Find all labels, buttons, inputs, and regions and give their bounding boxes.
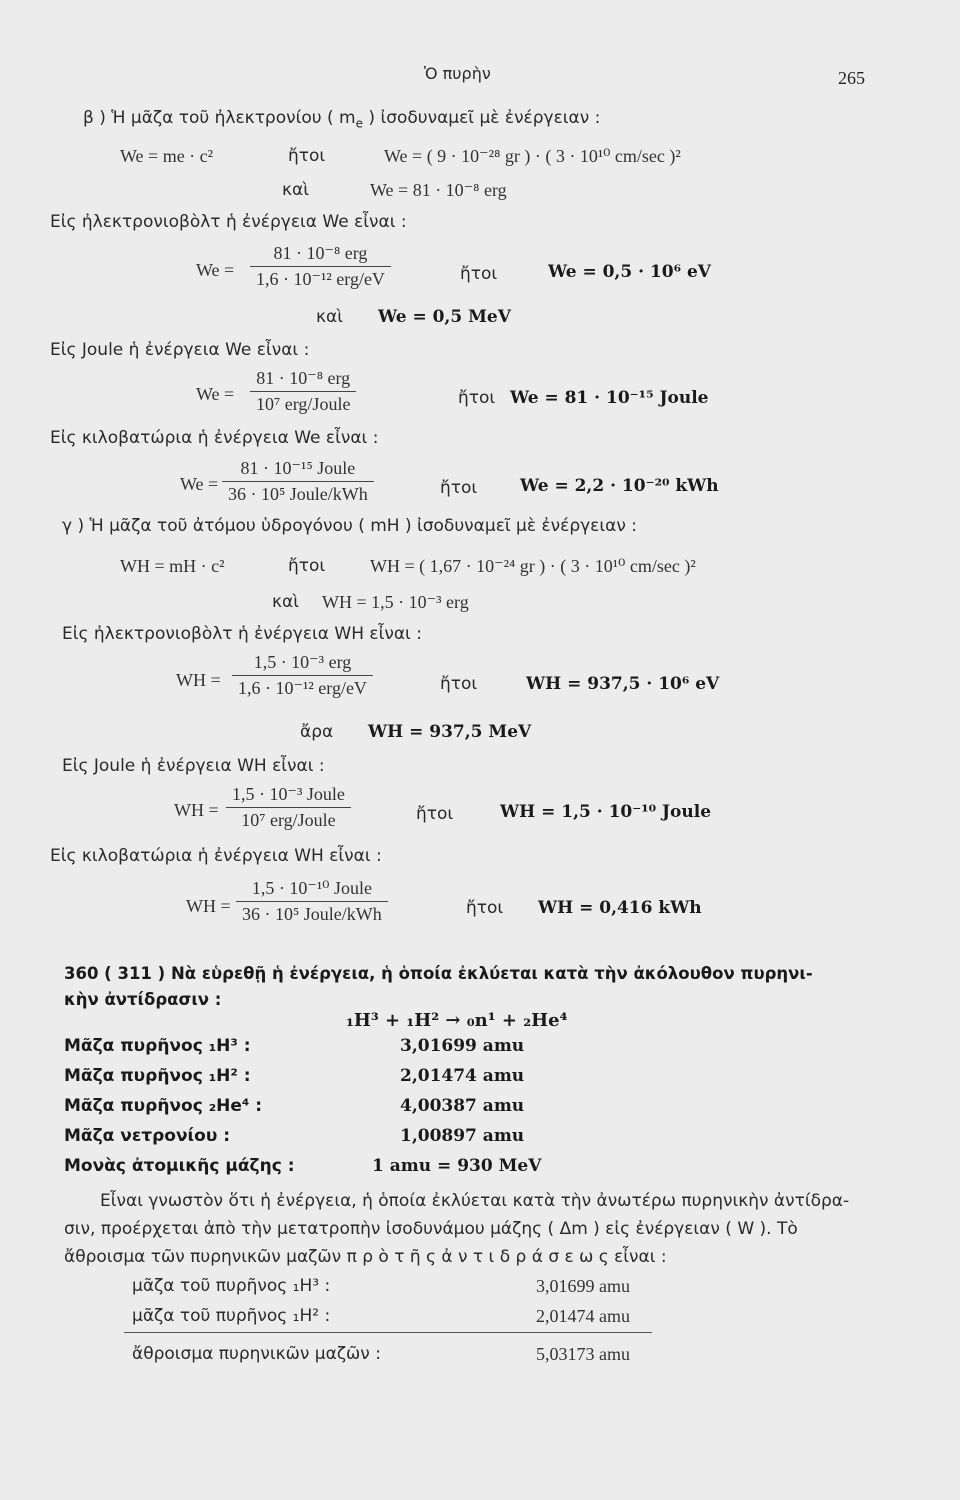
paragraph-line: ἄθροισμα τῶν πυρηνικῶν μαζῶν π ρ ὸ τ ῆ ς ἀ ν τ ι δ ρ ά σ ε ω ς εἶναι : — [64, 1247, 667, 1267]
beta-joule-fraction — [250, 368, 356, 415]
gamma-kwh-label: Εἰς κιλοβατώρια ἡ ἐνέργεια WH εἶναι : — [50, 846, 382, 866]
gamma-joule-lhs: WH = — [174, 800, 219, 820]
fraction-numerator: 1,5 · 10⁻³ erg — [253, 652, 352, 672]
mass-value: 4,00387 amu — [400, 1096, 525, 1116]
beta-eq1-right: We = ( 9 · 10⁻²⁸ gr ) · ( 3 · 10¹⁰ cm/sec )² — [384, 146, 681, 166]
page-number: 265 — [838, 68, 865, 88]
fraction-numerator: 81 · 10⁻⁸ erg — [273, 243, 368, 263]
fraction-numerator: 81 · 10⁻⁸ erg — [256, 368, 351, 388]
beta-eq1-left: We = me · c² — [120, 146, 214, 166]
fraction-numerator: 81 · 10⁻¹⁵ Joule — [240, 458, 356, 478]
mass-label: Μᾶζα πυρῆνος ₂He⁴ : — [64, 1096, 263, 1116]
gamma-intro: γ ) Ἡ μᾶζα τοῦ ἀτόμου ὑδρογόνου ( mH ) ἰσοδυναμεῖ μὲ ἐνέργειαν : — [62, 516, 637, 536]
sum-total-label: ἄθροισμα πυρηνικῶν μαζῶν : — [132, 1344, 381, 1364]
beta-ev-label: Εἰς ἠλεκτρονιοβὸλτ ἡ ἐνέργεια We εἶναι : — [50, 212, 407, 232]
gamma-kwh-lhs: WH = — [186, 896, 231, 916]
sum-row-value: 2,01474 amu — [536, 1306, 630, 1326]
beta-mev-result: We = 0,5 MeV — [378, 307, 511, 327]
gamma-ev-label: Εἰς ἠλεκτρονιοβὸλτ ἡ ἐνέργεια WH εἶναι : — [62, 624, 422, 644]
fraction-denominator: 10⁷ erg/Joule — [256, 394, 351, 414]
beta-intro: β ) Ἡ μᾶζα τοῦ ἠλεκτρονίου ( $m_e$ ) ἰσοδυναμεῖ μὲ ἐνέργειαν : — [83, 108, 601, 131]
gamma-ev-result: WH = 937,5 · 10⁶ eV — [526, 674, 720, 694]
sum-row-label: μᾶζα τοῦ πυρῆνος ₁H² : — [132, 1306, 331, 1326]
kai-word: καὶ — [272, 592, 299, 612]
beta-kwh-fraction — [222, 458, 374, 505]
itoi-word: ἤτοι — [440, 674, 478, 694]
gamma-joule-result: WH = 1,5 · 10⁻¹⁰ Joule — [500, 802, 712, 822]
gamma-joule-label: Εἰς Joule ἡ ἐνέργεια WH εἶναι : — [62, 756, 325, 776]
paragraph-line: σιν, προέρχεται ἀπὸ τὴν μετατροπὴν ἰσοδυνάμου μάζης ( Δm ) εἰς ἐνέργειαν ( W ). Τὸ — [64, 1219, 798, 1239]
sum-row-label: μᾶζα τοῦ πυρῆνος ₁H³ : — [132, 1276, 331, 1296]
gamma-kwh-fraction — [236, 878, 388, 925]
fraction-denominator: 36 · 10⁵ Joule/kWh — [228, 484, 368, 504]
fraction-numerator: 1,5 · 10⁻¹⁰ Joule — [251, 878, 372, 898]
sum-divider — [124, 1332, 652, 1333]
gamma-joule-fraction — [226, 784, 351, 831]
beta-ev-lhs: We = — [196, 260, 235, 280]
fraction-numerator: 1,5 · 10⁻³ Joule — [232, 784, 345, 804]
running-header: Ὁ πυρὴν — [424, 64, 491, 83]
beta-kwh-lhs: We = — [180, 474, 219, 494]
mass-value: 2,01474 amu — [400, 1066, 525, 1086]
beta-kwh-result: We = 2,2 · 10⁻²⁰ kWh — [520, 476, 719, 496]
beta-joule-lhs: We = — [196, 384, 235, 404]
fraction-denominator: 10⁷ erg/Joule — [241, 810, 336, 830]
kai-word: καὶ — [316, 307, 343, 327]
mass-label: Μᾶζα πυρῆνος ₁H² : — [64, 1066, 251, 1086]
itoi-word: ἤτοι — [288, 146, 326, 166]
gamma-eq1-right: WH = ( 1,67 · 10⁻²⁴ gr ) · ( 3 · 10¹⁰ cm/sec )² — [370, 556, 696, 576]
reaction-equation: ₁H³ + ₁H² → ₀n¹ + ₂He⁴ — [346, 1010, 568, 1031]
mass-label: Μᾶζα πυρῆνος ₁H³ : — [64, 1036, 251, 1056]
mass-label: Μᾶζα νετρονίου : — [64, 1126, 231, 1146]
beta-eq2: We = 81 · 10⁻⁸ erg — [370, 180, 507, 200]
gamma-eq1-left: WH = mH · c² — [120, 556, 225, 576]
beta-kwh-label: Εἰς κιλοβατώρια ἡ ἐνέργεια We εἶναι : — [50, 428, 379, 448]
sum-total-value: 5,03173 amu — [536, 1344, 630, 1364]
kai-word: καὶ — [282, 180, 309, 200]
sum-row-value: 3,01699 amu — [536, 1276, 630, 1296]
paragraph-line: Εἶναι γνωστὸν ὅτι ἡ ἐνέργεια, ἡ ὁποία ἐκλύεται κατὰ τὴν ἀνωτέρω πυρηνικὴν ἀντίδρα- — [100, 1191, 850, 1211]
ara-word: ἄρα — [300, 722, 334, 742]
mass-value: 3,01699 amu — [400, 1036, 525, 1056]
itoi-word: ἤτοι — [288, 556, 326, 576]
itoi-word: ἤτοι — [416, 804, 454, 824]
itoi-word: ἤτοι — [466, 898, 504, 918]
gamma-mev-result: WH = 937,5 MeV — [368, 722, 532, 742]
mass-label: Μονὰς ἀτομικῆς μάζης : — [64, 1156, 295, 1176]
gamma-eq2: WH = 1,5 · 10⁻³ erg — [322, 592, 469, 612]
fraction-denominator: 1,6 · 10⁻¹² erg/eV — [238, 678, 367, 698]
gamma-ev-fraction — [232, 652, 373, 699]
beta-ev-result: We = 0,5 · 10⁶ eV — [548, 262, 711, 282]
beta-joule-label: Εἰς Joule ἡ ἐνέργεια We εἶναι : — [50, 340, 310, 360]
problem-heading-line1: 360 ( 311 ) Νὰ εὑρεθῇ ἡ ἐνέργεια, ἡ ὁποία ἐκλύεται κατὰ τὴν ἀκόλουθον πυρηνι- — [64, 964, 813, 983]
fraction-denominator: 36 · 10⁵ Joule/kWh — [242, 904, 382, 924]
problem-heading-line2: κὴν ἀντίδρασιν : — [64, 990, 222, 1009]
beta-ev-fraction — [250, 243, 391, 290]
fraction-denominator: 1,6 · 10⁻¹² erg/eV — [256, 269, 385, 289]
mass-value: 1 amu = 930 MeV — [372, 1156, 542, 1176]
mass-value: 1,00897 amu — [400, 1126, 525, 1146]
itoi-word: ἤτοι — [458, 388, 496, 408]
gamma-ev-lhs: WH = — [176, 670, 221, 690]
gamma-kwh-result: WH = 0,416 kWh — [538, 898, 702, 918]
itoi-word: ἤτοι — [440, 478, 478, 498]
itoi-word: ἤτοι — [460, 264, 498, 284]
beta-joule-result: We = 81 · 10⁻¹⁵ Joule — [510, 388, 709, 408]
